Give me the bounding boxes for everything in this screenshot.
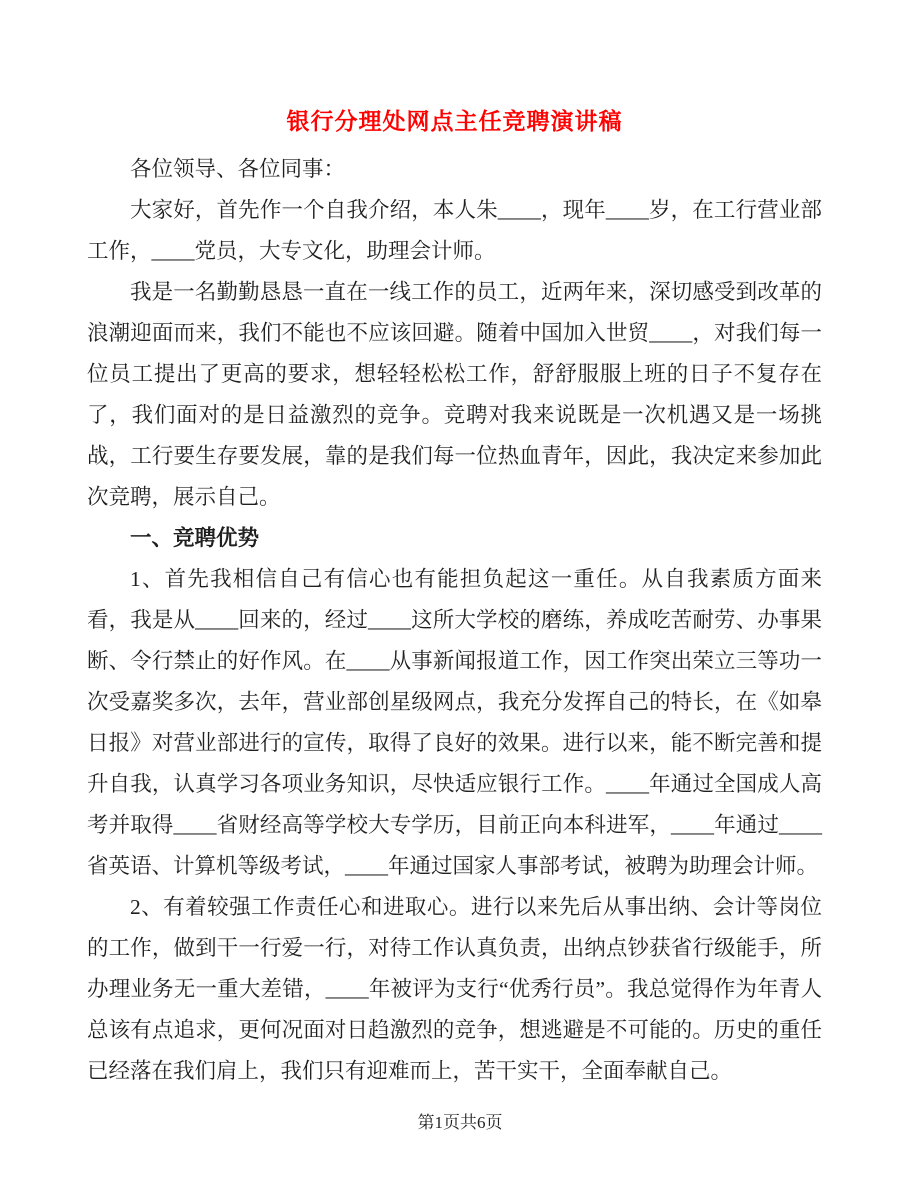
salutation-line: 各位领导、各位同事：	[130, 157, 346, 181]
advantage-1-paragraph: 1、首先我相信自己有信心也有能担负起这一重任。从自我素质方面来看，我是从____回来的，经过____这所大学校的磨练，养成吃苦耐劳、办事果断、令行禁止的好作风。在____从事新闻报道工作，因工作突出荣立三等功一次受嘉奖多次，去年，营业部创星级网点，我充分发挥自己的特长，在《如皋日报》对营业部进行的宣传，取得了良好的效果。进行以来，能不断完善和提升自我，认真学习各项业务知识，尽快适应银行工作。____年通过全国成人高考并取得____省财经高等学校大专学历，目前正向本科进军，____年通过____省英语、计算机等级考试，____年通过国家人事部考试，被聘为助理会计师。	[87, 567, 822, 878]
section-heading-competition-advantages: 一、竞聘优势	[130, 526, 260, 550]
page-number-label: 第1页共6页	[417, 1113, 503, 1132]
motivation-paragraph: 我是一名勤勤恳恳一直在一线工作的员工，近两年来，深切感受到改革的浪潮迎面而来，我们不能也不应该回避。随着中国加入世贸____，对我们每一位员工提出了更高的要求，想轻轻松松工作，舒舒服服上班的日子不复存在了，我们面对的是日益激烈的竞争。竞聘对我来说既是一次机遇又是一场挑战，工行要生存要发展，靠的是我们每一位热血青年，因此，我决定来参加此次竞聘，展示自己。	[87, 280, 822, 509]
page-number-footer	[0, 1110, 920, 1135]
self-introduction-paragraph: 大家好，首先作一个自我介绍，本人朱____，现年____岁，在工行营业部工作，____党员，大专文化，助理会计师。	[87, 198, 822, 263]
advantage-2-paragraph: 2、有着较强工作责任心和进取心。进行以来先后从事出纳、会计等岗位的工作，做到干一行爱一行，对待工作认真负责，出纳点钞获省行级能手，所办理业务无一重大差错，____年被评为支行“优秀行员”。我总觉得作为年青人总该有点追求，更何况面对日趋激烈的竞争，想逃避是不可能的。历史的重任已经落在我们肩上，我们只有迎难而上，苦干实干，全面奉献自己。	[87, 895, 822, 1083]
document-body	[87, 149, 822, 1092]
document-title: 银行分理处网点主任竞聘演讲稿	[286, 108, 623, 134]
